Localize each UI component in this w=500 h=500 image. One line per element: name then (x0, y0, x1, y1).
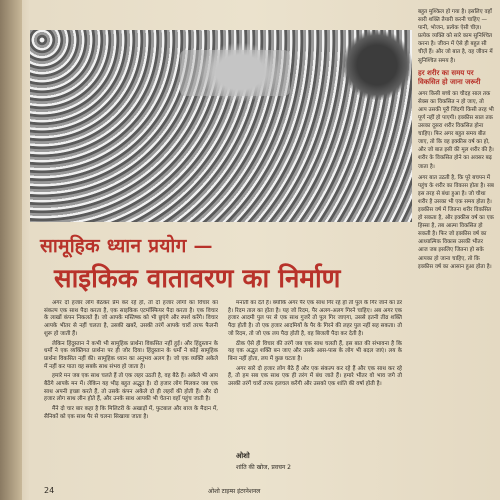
author-name: ओशो (236, 452, 250, 460)
article-title-line1: सामूहिक ध्यान प्रयोग — (40, 235, 213, 257)
article-body (44, 300, 402, 462)
photo-stage-area (180, 50, 290, 96)
article-column-left (44, 300, 218, 462)
page-spine-shadow (0, 0, 22, 500)
article-title-line2: साइकिक वातावरण का निर्माण (54, 264, 341, 294)
paragraph: अगर दो हजार लोग बैठकर प्रेम कर रहे हों, तो दो हजार लोगों का विचार का संकल्प एक साथ पैदा करता है, एक साइकिक एटमॉस्फियर पैदा करता है। एक विचार के लाखों कंपन निकलते हैं। जो आपके मस्तिष्क को भी छूएंगे और स्पर्श करेंगे। विचार आपके भीतर से नहीं चलता है, उसकी खबरें, उसकी तरंगें आपके चारों तरफ फैलनी शुरू हो जाती हैं। (44, 300, 218, 337)
article-source: शांति की खोज, प्रवचन 2 (236, 464, 291, 471)
paragraph: ठीक ऐसे ही विचार की तरंगें जब एक साथ चलती हैं, इस बात की संभावना है कि यह एक अद्भुत शक्ति बन जाए और उसके आस-पास के लोग भी बदल जाएं। लय के बिना नहीं होता, लय में कुछ घटता है। (228, 340, 402, 362)
paragraph: बहुत मुश्किल हो गया है। इसलिए वहाँ सारी शक्ति तैयारी करनी चाहिए — पानी, भोजन, प्रत्येक ऐसी चीज़। प्रत्येक व्यक्ति को सारे काम सुनिश्चित करना है। जीवन में ऐसे ही बहुत सी चीज़ें हैं। और जो बात है, वह जीवन में सुनिश्चित समय है। (418, 9, 493, 64)
magazine-title-footer: ओशो टाइम्स इंटरनेशनल (208, 488, 261, 495)
paragraph: अगर सारे दो हजार लोग बैठे हैं और एक संकल्प कर रहे हैं और एक साथ कर रहे हैं, तो हम सब एक साथ एक ही तरंग में बंध जाते हैं। हमारे भीतर वो भाव जगे तो उसकी तरंगें चारों तरफ हलचल करेंगी और उसको एक शांति की वर्षा होती है। (228, 365, 402, 388)
paragraph: लेकिन हिंदुस्तान ने कभी भी सामूहिक प्रार्थना विकसित नहीं हुई। और हिंदुस्तान के धर्मों ने एक व्यक्तिगत प्रार्थना पर ही जोर दिया। हिंदुस्तान के धर्मों ने कोई सामूहिक प्रार्थना विकसित नहीं की। सामूहिक ध्यान का अनुभव अलग है। जो एक व्यक्ति अकेले में नहीं कर पाता वह सबके साथ संभव हो जाता है। (44, 340, 218, 370)
meditation-crowd-photo (30, 30, 412, 222)
paragraph: अगर बात उठती है, कि पूरे बचपन में पहुंच के शरीर का विकास होता है। सब इस तरह से बंधा हुआ है। जो चौथा शरीर है उसका भी एक समय होता है। इक्कीस वर्ष में जितना शरीर विकसित हो सकता है, और इक्कीस वर्ष का एक हिस्सा है, तब आत्मा विकसित हो सकती है। फिर जो इक्कीस वर्ष का आध्यात्मिक विकास उसकी भीतर आज जब इसलिए जितना हो सके आपका हो जाना चाहिए, तो कि इक्कीस वर्ष का आसान हुआ होता है। (418, 174, 494, 270)
side-column (418, 8, 494, 493)
paragraph: मैंने दो चार बार कहा है कि मिलिटरी के अखाड़ों में, फुटबाल और बाज के मैदान में, सैनिकों को एक साथ पैर से चलना सिखाया जाता है। (44, 406, 218, 420)
side-subheading: हर शरीर का समय पर विकसित हो जाना जरूरी (418, 68, 481, 86)
article-column-right (228, 300, 402, 462)
article-signoff (236, 452, 291, 471)
paragraph: अगर किसी बच्चे का चौदह साल तक सेक्स का विकसित न हो जाए, तो आप उसकी पूरी जिंदगी किसी तरह भी पूर्ण नहीं हो पाएगी। इक्कीस साल तक उसका दूसरा शरीर विकसित होना चाहिए। फिर अगर बहुत समय बीत जाए, तो कि वह इक्कीस वर्ष का हो, और जो बात इसी की मूल शरीर की है। शरीर के विकसित होने का अवसर बढ़ जाता है। (418, 90, 494, 170)
page-number: 24 (44, 486, 55, 495)
paragraph: हमारे मन जब एक साथ चलते हैं तो एक लहर उठती है, वह बैठे हैं। अकेले भी आप बैठेंगे आपके मन में। लेकिन यह भीड़ बहुत अद्भुत है। दो हजार लोग मिलकर जब एक साथ अपनी इच्छा करते हैं, तो उसके कंपन अकेले दो ही लहरों की होती हैं। और दो हजार लोग साथ लीन होते हैं, और उनके साथ आपकी भी चेतना वहाँ पहुंच जाती है। (44, 373, 218, 403)
paragraph: मनाती का देते हैं। क्योंकि अगर पैर एक साथ गिर रहे हों तो पुल के गिर जाने का डर है। रिदम ताल का होता है। यह जो रिदम, पैर अलग-अलग गिरने चाहिए। अब अगर एक हजार आदमी पुल पर से एक साथ गुजरें तो पुल गिर जाएगा, उससे इतनी तीव्र शक्ति पैदा होती है। तो एक हजार आदमियों के पैर के गिरने की लहर पुल नहीं सह सकता। तो जो रिदम, तो जो एक लय पैदा होती है, वह बिजली पैदा कर देती है। (228, 300, 402, 337)
photo-tree (342, 30, 412, 100)
